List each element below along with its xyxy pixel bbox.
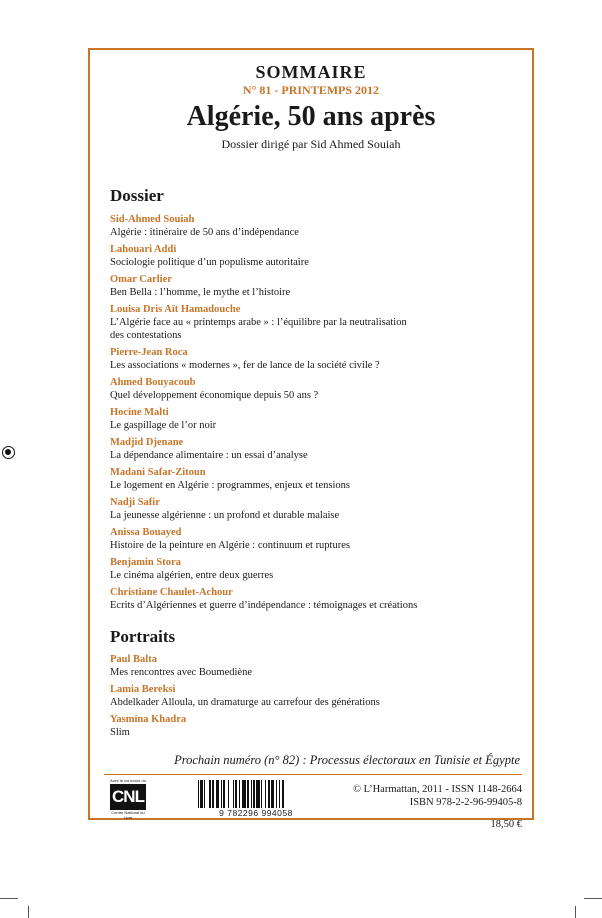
list-item [110, 466, 520, 492]
barcode-number: 9 782296 994058 [219, 808, 293, 818]
entry-author: Christiane Chaulet-Achour [110, 587, 233, 598]
entry-title: Mes rencontres avec Boumediène [110, 667, 252, 678]
entry-author: Anissa Bouayed [110, 527, 182, 538]
list-item [110, 213, 520, 239]
crop-mark-icon [0, 898, 18, 899]
entry-author: Hocine Malti [110, 407, 169, 418]
entry-title: Le gaspillage de l’or noir [110, 420, 217, 431]
entry-title: L’Algérie face au « printemps arabe » : l’équilibre par la neutralisation [110, 317, 407, 328]
entry-author: Pierre-Jean Roca [110, 347, 188, 358]
copyright-line: © L’Harmattan, 2011 - ISSN 1148-2664 [353, 784, 522, 795]
entry-title: Algérie : itinéraire de 50 ans d’indépendance [110, 227, 299, 238]
list-item [110, 526, 520, 552]
entry-title: Histoire de la peinture en Algérie : continuum et ruptures [110, 540, 350, 551]
entry-author: Nadji Safir [110, 497, 160, 508]
entry-title: Slim [110, 727, 130, 738]
issue-title: Algérie, 50 ans après [186, 101, 436, 132]
barcode-bars [198, 780, 314, 808]
entry-author: Ahmed Bouyacoub [110, 377, 196, 388]
list-item [110, 556, 520, 582]
list-item [110, 406, 520, 432]
entry-title: Les associations « modernes », fer de lance de la société civile ? [110, 360, 380, 371]
publication-info [353, 783, 522, 831]
isbn-line: ISBN 978-2-2-96-99405-8 [409, 797, 522, 808]
cnl-logo-mark: CNL [110, 784, 146, 810]
list-item [110, 586, 520, 612]
issue-editor: Dossier dirigé par Sid Ahmed Souiah [221, 137, 401, 151]
registration-mark-icon [2, 446, 15, 459]
barcode-bar [284, 780, 285, 808]
entry-author: Yasmina Khadra [110, 714, 187, 725]
crop-mark-icon [575, 906, 576, 918]
footer-divider [104, 774, 522, 775]
entry-author: Omar Carlier [110, 274, 172, 285]
list-item [110, 683, 520, 709]
entry-author: Lamia Bereksi [110, 684, 176, 695]
entry-title-continued: des contestations [110, 330, 182, 341]
dossier-list [110, 213, 520, 616]
entry-title: Le cinéma algérien, entre deux guerres [110, 570, 274, 581]
cnl-logo [110, 778, 146, 818]
issue-number: N° 81 - PRINTEMPS 2012 [242, 83, 380, 97]
section-heading-dossier: Dossier [110, 186, 164, 205]
list-item [110, 436, 520, 462]
entry-title: Ecrits d’Algériennes et guerre d’indépendance : témoignages et créations [110, 600, 418, 611]
entry-author: Madjid Djenane [110, 437, 184, 448]
entry-author: Lahouari Addi [110, 244, 177, 255]
entry-title: Ben Bella : l’homme, le mythe et l’histoire [110, 287, 291, 298]
entry-author: Paul Balta [110, 654, 157, 665]
list-item [110, 376, 520, 402]
next-issue-note: Prochain numéro (n° 82) : Processus électoraux en Tunisie et Égypte [174, 753, 520, 767]
entry-title: Sociologie politique d’un populisme autoritaire [110, 257, 309, 268]
list-item [110, 496, 520, 522]
entry-title: Quel développement économique depuis 50 ans ? [110, 390, 319, 401]
list-item [110, 303, 520, 342]
cnl-caption-bottom: Centre National du Livre [111, 810, 145, 820]
list-item [110, 273, 520, 299]
crop-mark-icon [584, 898, 602, 899]
header [90, 62, 532, 151]
entry-author: Sid-Ahmed Souiah [110, 214, 195, 225]
entry-title: La dépendance alimentaire : un essai d’analyse [110, 450, 308, 461]
barcode [198, 780, 314, 820]
entry-author: Benjamin Stora [110, 557, 181, 568]
list-item [110, 653, 520, 679]
list-item [110, 713, 520, 739]
entry-title: Le logement en Algérie : programmes, enjeux et tensions [110, 480, 350, 491]
price: 18,50 € [490, 819, 522, 830]
section-heading-portraits: Portraits [110, 627, 176, 646]
entry-author: Madani Safar-Zitoun [110, 467, 206, 478]
crop-mark-icon [28, 906, 29, 918]
entry-title: Abdelkader Alloula, un dramaturge au carrefour des générations [110, 697, 380, 708]
portraits-list [110, 653, 520, 743]
cover-frame [88, 48, 534, 830]
cnl-caption-top: Avec le concours du [110, 778, 146, 783]
list-item [110, 346, 520, 372]
sommaire-label: SOMMAIRE [255, 62, 367, 82]
entry-title: La jeunesse algérienne : un profond et durable malaise [110, 510, 340, 521]
list-item [110, 243, 520, 269]
entry-author: Louisa Dris Aït Hamadouche [110, 304, 241, 315]
